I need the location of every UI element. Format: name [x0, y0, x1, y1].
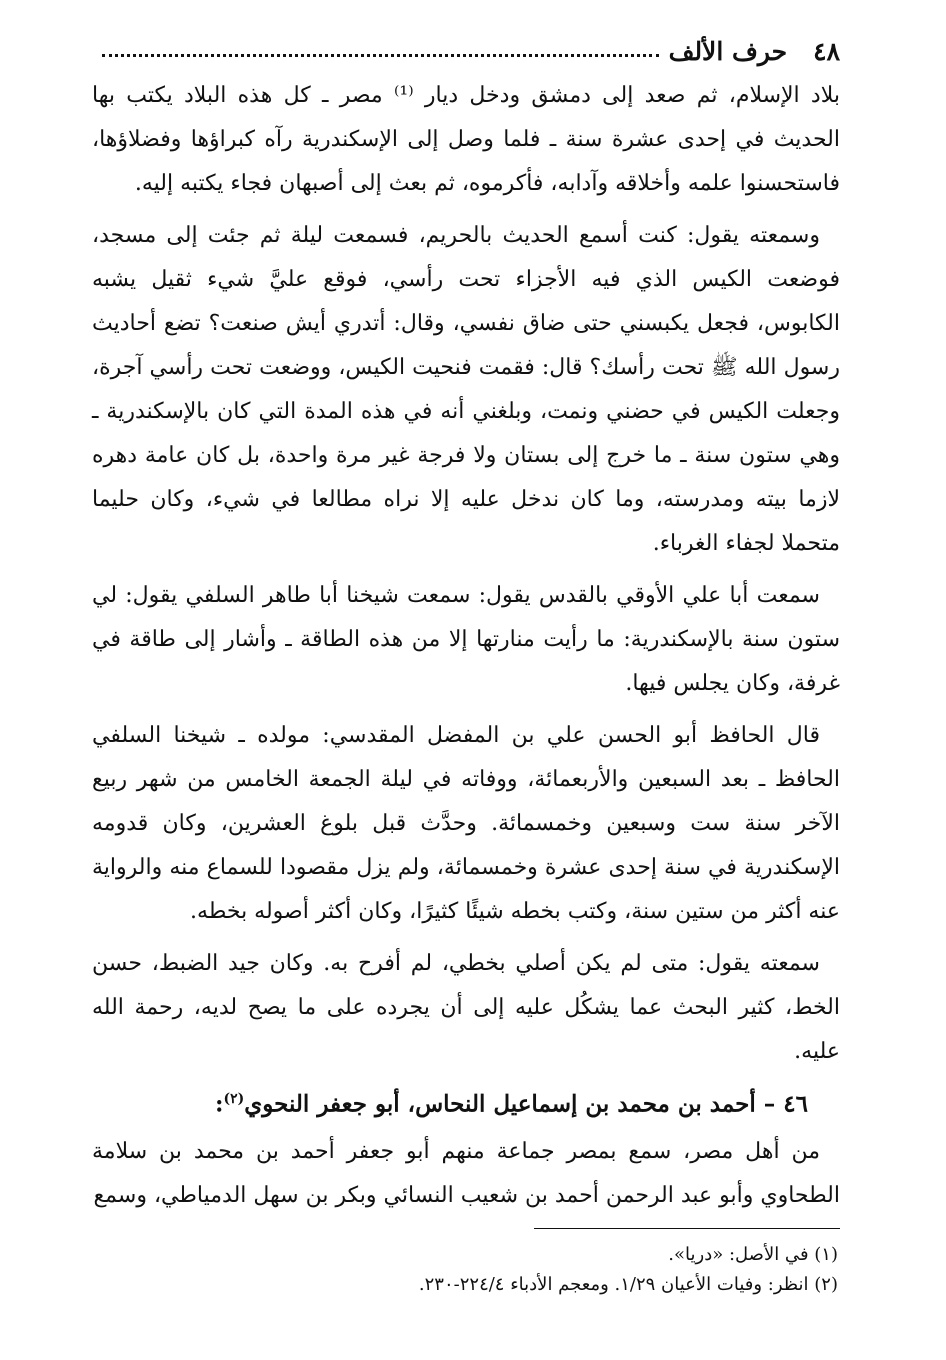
chapter-title: حرف الألف — [668, 36, 788, 66]
paragraph-5: سمعته يقول: متى لم يكن أصلي بخطي، لم أفرح به. وكان جيد الضبط، حسن الخط، كثير البحث عما يشكُل عليه إلى أن يجرده على ما يصح لديه، رحمة الله عليه. — [92, 951, 840, 1064]
footnote-2: (٢) انظر: وفيات الأعيان ١/٢٩. ومعجم الأدباء ٢٢٤/٤-٢٣٠. — [418, 1274, 838, 1295]
footnote-1: (١) في الأصل: «دريا». — [668, 1244, 838, 1265]
entry-heading — [92, 1076, 840, 1128]
footnote-rule — [534, 1228, 840, 1229]
footnotes — [92, 1240, 840, 1300]
entry-title: ٤٦ – أحمد بن محمد بن إسماعيل النحاس، أبو جعفر النحوي — [244, 1090, 808, 1118]
running-header — [92, 28, 840, 74]
header-leader-dots — [102, 54, 659, 57]
paragraph-3: سمعت أبا علي الأوقي بالقدس يقول: سمعت شيخنا أبا طاهر السلفي يقول: لي ستون سنة بالإسكندرية: ما رأيت منارتها إلا من هذه الطاقة ـ وأشار إلى طاقة في غرفة، وكان يجلس فيها. — [92, 583, 840, 696]
paragraph-2: وسمعته يقول: كنت أسمع الحديث بالحريم، فسمعت ليلة ثم جئت إلى مسجد، فوضعت الكيس الذي فيه الأجزاء تحت رأسي، فوقع عليَّ شيء ثقيل يشبه الكابوس، فجعل يكبسني حتى ضاق نفسي، وقال: أتدري أيش صنعت؟ تضع أحاديث رسول الله ﷺ تحت رأسك؟ قال: فقمت فنحيت الكيس، ووضعت تحت رأسي آجرة، وجعلت الكيس في حضني ونمت، وبلغني أنه في هذه المدة التي كان بالإسكندرية ـ وهي ستون سنة ـ ما خرج إلى بستان ولا فرجة غير مرة واحدة، بل كان عامة دهره لازما بيته ومدرسته، وما كان ندخل عليه إلا نراه مطالعا في شيء، وكان حليما متحملا لجفاء الغرباء. — [92, 223, 840, 556]
paragraph-1: بلاد الإسلام، ثم صعد إلى دمشق ودخل ديار ⁽¹⁾ مصر ـ كل هذه البلاد يكتب بها الحديث في إحدى عشرة سنة ـ فلما وصل إلى الإسكندرية رآه كبراؤها وفضلاؤها، فاستحسنوا علمه وأخلاقه وآدابه، فأكرموه، ثم بعث إلى أصبهان فجاء يكتبه إليه. — [92, 83, 840, 196]
entry-paragraph: من أهل مصر، سمع بمصر جماعة منهم أبو جعفر أحمد بن محمد بن سلامة الطحاوي وأبو عبد الرحمن أحمد بن شعيب النسائي وبكر بن سهل الدمياطي، وسمع — [92, 1138, 840, 1208]
entry-colon: : — [214, 1090, 224, 1118]
book-page — [92, 28, 840, 1218]
paragraph-4: قال الحافظ أبو الحسن علي بن المفضل المقدسي: مولده ـ شيخنا السلفي الحافظ ـ بعد السبعين والأربعمائة، ووفاته في ليلة الجمعة الخامس من شهر ربيع الآخر سنة ست وسبعين وخمسمائة. وحدَّث قبل بلوغ العشرين، وكان قدومه الإسكندرية في سنة إحدى عشرة وخمسمائة، ولم يزل مقصودا للسماع منه والرواية عنه أكثر من ستين سنة، وكتب بخطه شيئًا كثيرًا، وكان أكثر أصوله بخطه. — [92, 723, 840, 924]
footnote-marker: (٢) — [223, 1091, 245, 1107]
page-number: ٤٨ — [813, 36, 840, 66]
